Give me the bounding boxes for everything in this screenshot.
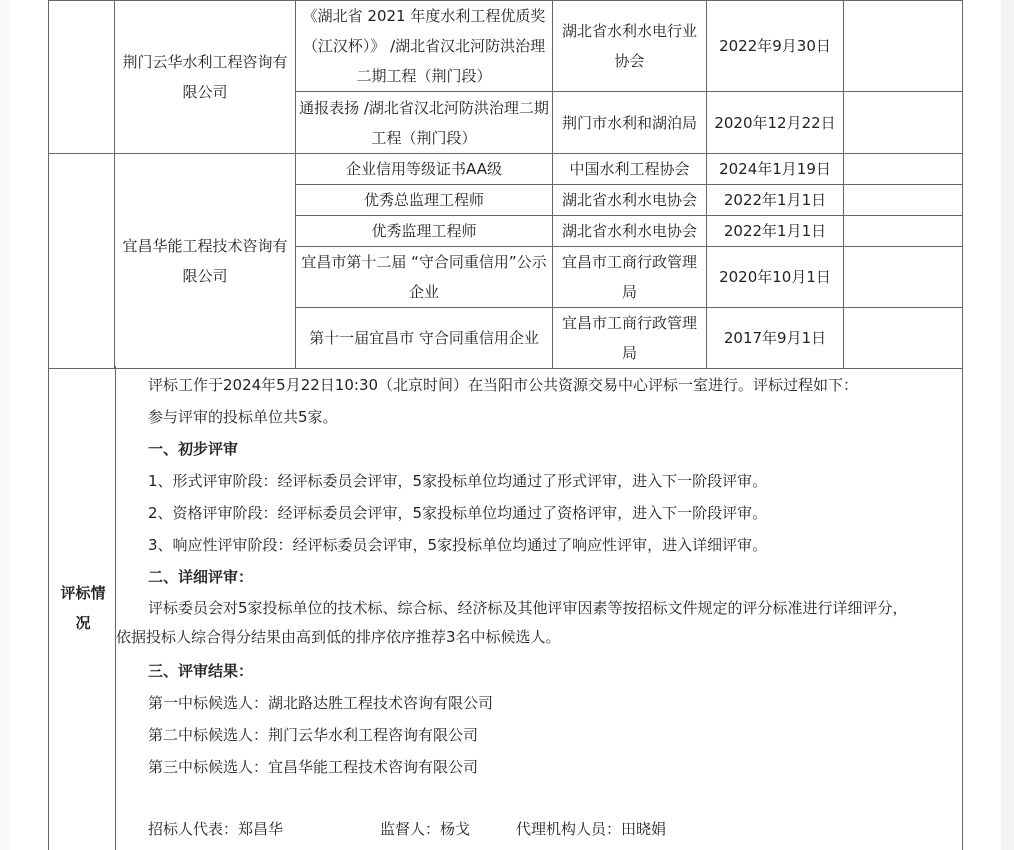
issuer-cell: 湖北省水利水电协会: [553, 185, 707, 216]
award-cell: 优秀总监理工程师: [296, 185, 553, 216]
bidders-text: 参与评审的投标单位共5家。: [148, 408, 338, 426]
issuer-cell: 荆门市水利和湖泊局: [553, 92, 707, 154]
award-cell: 企业信用等级证书AA级: [296, 154, 553, 185]
company-cell: 宜昌华能工程技术咨询有限公司: [115, 154, 296, 369]
step-text: 2、资格评审阶段：经评标委员会评审，5家投标单位均通过了资格评审，进入下一阶段评审。: [148, 504, 768, 522]
table-row: [49, 1, 963, 92]
award-cell: 《湖北省 2021 年度水利工程优质奖 （江汉杯）》 /湖北省汉北河防洪治理二期工程（荆门段）: [296, 1, 553, 92]
blank-cell: [844, 1, 963, 92]
step-text: 1、形式评审阶段：经评标委员会评审，5家投标单位均通过了形式评审，进入下一阶段评审。: [148, 472, 768, 490]
date-cell: 2022年1月1日: [707, 185, 844, 216]
evaluation-body: [116, 366, 962, 850]
blank-cell: [844, 154, 963, 185]
detail-text: 评标委员会对5家投标单位的技术标、综合标、经济标及其他评审因素等按招标文件规定的评分标准进行详细评分，: [148, 599, 908, 617]
blank-cell: [49, 154, 115, 369]
blank-cell: [844, 308, 963, 369]
company-cell: 荆门云华水利工程咨询有限公司: [115, 1, 296, 154]
left-margin: [0, 0, 9, 850]
date-cell: 2020年12月22日: [707, 92, 844, 154]
section-title: 三、评审结果：: [148, 662, 254, 680]
evaluation-label-cell: [49, 366, 116, 850]
date-cell: 2024年1月19日: [707, 154, 844, 185]
intro-text: 评标工作于2024年5月22日10:30（北京时间）在当阳市公共资源交易中心评标一室进行。评标过程如下：: [148, 376, 859, 394]
blank-cell: [844, 216, 963, 247]
blank-cell: [844, 247, 963, 308]
award-cell: 宜昌市第十二届 “守合同重信用”公示企业: [296, 247, 553, 308]
candidate-text: 第三中标候选人：宜昌华能工程技术咨询有限公司: [148, 758, 479, 776]
date-cell: 2020年10月1日: [707, 247, 844, 308]
issuer-cell: 中国水利工程协会: [553, 154, 707, 185]
blank-cell: [844, 185, 963, 216]
candidate-text: 第一中标候选人：湖北路达胜工程技术咨询有限公司: [148, 694, 494, 712]
right-scroll-gutter: [1001, 0, 1014, 850]
evaluation-label: 评标情况: [60, 584, 106, 632]
section-title: 一、初步评审: [148, 440, 239, 458]
blank-cell: [49, 1, 115, 154]
award-cell: 通报表扬 /湖北省汉北河防洪治理二期工程（荆门段）: [296, 92, 553, 154]
issuer-cell: 宜昌市工商行政管理局: [553, 308, 707, 369]
agency-staff-signature: 代理机构人员：田晓娟: [516, 820, 667, 838]
tenderer-rep-signature: 招标人代表：郑昌华: [148, 820, 284, 838]
issuer-cell: 湖北省水利水电协会: [553, 216, 707, 247]
date-cell: 2017年9月1日: [707, 308, 844, 369]
award-cell: 优秀监理工程师: [296, 216, 553, 247]
section-title: 二、详细评审：: [148, 568, 254, 586]
award-cell: 第十一届宜昌市 守合同重信用企业: [296, 308, 553, 369]
table-row: [49, 154, 963, 185]
blank-cell: [844, 92, 963, 154]
step-text: 3、响应性评审阶段：经评标委员会评审，5家投标单位均通过了响应性评审，进入详细评审。: [148, 536, 768, 554]
detail-text: 依据投标人综合得分结果由高到低的排序依序推荐3名中标候选人。: [116, 628, 561, 646]
supervisor-signature: 监督人：杨戈: [380, 820, 471, 838]
issuer-cell: 湖北省水利水电行业协会: [553, 1, 707, 92]
date-cell: 2022年9月30日: [707, 1, 844, 92]
awards-table: [48, 0, 963, 369]
evaluation-section: [48, 366, 963, 850]
issuer-cell: 宜昌市工商行政管理局: [553, 247, 707, 308]
date-cell: 2022年1月1日: [707, 216, 844, 247]
candidate-text: 第二中标候选人：荆门云华水利工程咨询有限公司: [148, 726, 479, 744]
